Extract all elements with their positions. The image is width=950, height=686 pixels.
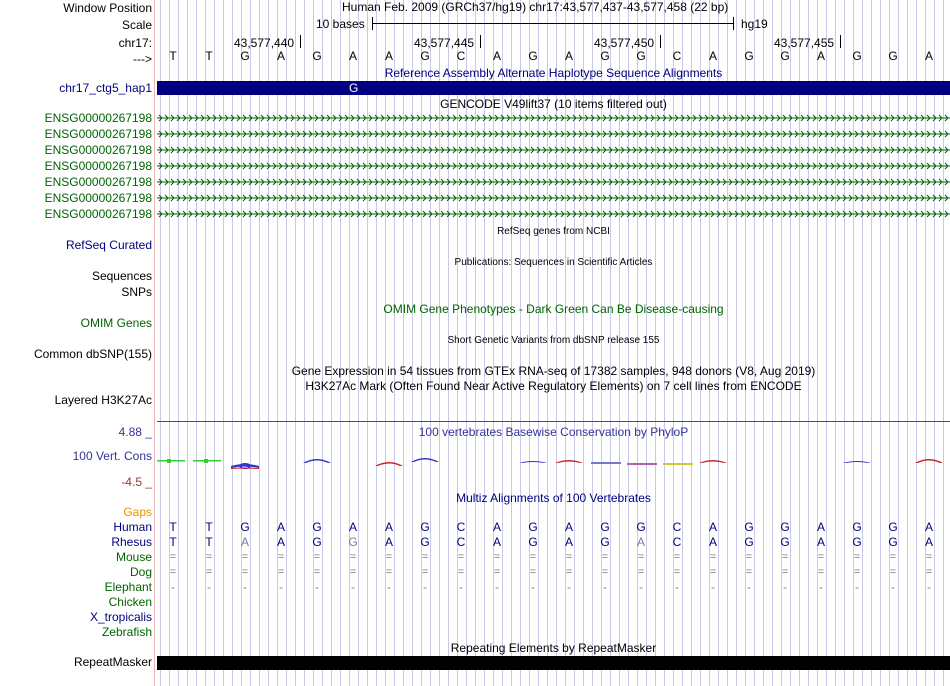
scale-bar-text: 10 bases bbox=[316, 17, 365, 31]
same-base-marker: = bbox=[529, 566, 537, 578]
reference-base: G bbox=[600, 49, 610, 63]
rhesus-base: A bbox=[492, 535, 501, 549]
gencode-item-label[interactable]: ENSG00000267198 bbox=[44, 111, 152, 125]
same-base-marker: = bbox=[637, 551, 645, 563]
gap-marker: - bbox=[855, 580, 859, 594]
ruler-tick bbox=[480, 35, 481, 48]
same-base-marker: = bbox=[385, 551, 393, 563]
same-base-marker: = bbox=[925, 566, 933, 578]
gap-marker: - bbox=[459, 580, 463, 594]
gap-marker: - bbox=[639, 580, 643, 594]
same-base-marker: = bbox=[745, 566, 753, 578]
scale-label: Scale bbox=[121, 18, 152, 32]
phylop-logo-glyphs bbox=[157, 452, 950, 472]
gaps-label: Gaps bbox=[123, 505, 152, 519]
ruler-position: 43,577,450 bbox=[594, 36, 655, 50]
phylop-glyph bbox=[375, 462, 403, 466]
same-base-marker: = bbox=[241, 566, 249, 578]
gap-marker: - bbox=[495, 580, 499, 594]
species-label-chicken[interactable]: Chicken bbox=[108, 595, 152, 609]
same-base-marker: = bbox=[853, 551, 861, 563]
same-base-marker: = bbox=[169, 551, 177, 563]
alt-haplotype-bar[interactable] bbox=[157, 81, 950, 95]
phylop-glyph bbox=[519, 461, 547, 463]
human-base: A bbox=[384, 520, 393, 534]
phylop-glyph bbox=[303, 459, 331, 463]
gap-marker: - bbox=[675, 580, 679, 594]
gap-marker: - bbox=[423, 580, 427, 594]
human-base: G bbox=[636, 520, 646, 534]
gap-marker: - bbox=[387, 580, 391, 594]
human-base: A bbox=[924, 520, 933, 534]
rhesus-base: A bbox=[384, 535, 393, 549]
scale-bar-left-tick bbox=[372, 17, 373, 30]
same-base-marker: = bbox=[169, 566, 177, 578]
ruler-position: 43,577,445 bbox=[414, 36, 475, 50]
reference-base: G bbox=[780, 49, 790, 63]
human-base: G bbox=[600, 520, 610, 534]
same-base-marker: = bbox=[709, 551, 717, 563]
same-base-marker: = bbox=[637, 566, 645, 578]
same-base-marker: = bbox=[421, 551, 429, 563]
same-base-marker: = bbox=[457, 551, 465, 563]
same-base-marker: = bbox=[709, 566, 717, 578]
layered-h3k27ac-label[interactable]: Layered H3K27Ac bbox=[54, 393, 152, 407]
gencode-gene-line[interactable] bbox=[157, 112, 950, 124]
species-label-elephant[interactable]: Elephant bbox=[104, 580, 152, 594]
common-dbsnp-label[interactable]: Common dbSNP(155) bbox=[33, 347, 152, 361]
human-base: T bbox=[169, 520, 177, 534]
human-base: A bbox=[348, 520, 357, 534]
track-label-column bbox=[0, 0, 154, 686]
gap-marker: - bbox=[207, 580, 211, 594]
ruler-tick bbox=[300, 35, 301, 48]
repeatmasker-bar[interactable] bbox=[157, 656, 950, 670]
same-base-marker: = bbox=[529, 551, 537, 563]
snps-label[interactable]: SNPs bbox=[121, 285, 152, 299]
dbsnp-track-title: Short Genetic Variants from dbSNP release 155 bbox=[447, 335, 660, 346]
rhesus-base: A bbox=[708, 535, 717, 549]
same-base-marker: = bbox=[313, 566, 321, 578]
rhesus-base: A bbox=[636, 535, 645, 549]
gencode-gene-line[interactable] bbox=[157, 160, 950, 172]
same-base-marker: = bbox=[313, 551, 321, 563]
phylop-bar bbox=[204, 459, 208, 463]
human-base: G bbox=[528, 520, 538, 534]
same-base-marker: = bbox=[601, 566, 609, 578]
rhesus-base: A bbox=[276, 535, 285, 549]
gencode-item-label[interactable]: ENSG00000267198 bbox=[44, 127, 152, 141]
same-base-marker: = bbox=[205, 551, 213, 563]
phylop-glyph bbox=[555, 460, 583, 463]
chr-label: chr17: bbox=[118, 36, 152, 50]
reference-base: C bbox=[672, 49, 682, 63]
reference-base: A bbox=[708, 49, 717, 63]
human-base: A bbox=[564, 520, 573, 534]
same-base-marker: = bbox=[781, 551, 789, 563]
omim-genes-label[interactable]: OMIM Genes bbox=[80, 316, 152, 330]
sequences-label[interactable]: Sequences bbox=[91, 269, 152, 283]
refseq-track-title: RefSeq genes from NCBI bbox=[497, 226, 610, 237]
reference-base: A bbox=[348, 49, 357, 63]
phylop-track-title: 100 vertebrates Basewise Conservation by PhyloP bbox=[418, 425, 689, 439]
strand-arrow-label: ---> bbox=[133, 52, 152, 66]
same-base-marker: = bbox=[349, 566, 357, 578]
gap-marker: - bbox=[603, 580, 607, 594]
rhesus-base: G bbox=[780, 535, 790, 549]
phylop-glyph bbox=[843, 461, 871, 463]
species-label-human[interactable]: Human bbox=[113, 520, 152, 534]
scale-db-label: hg19 bbox=[741, 17, 768, 31]
ruler-position: 43,577,455 bbox=[774, 36, 835, 50]
gap-marker: - bbox=[783, 580, 787, 594]
human-base: T bbox=[205, 520, 213, 534]
reference-base: A bbox=[564, 49, 573, 63]
same-base-marker: = bbox=[817, 551, 825, 563]
window-position-label: Window Position bbox=[63, 1, 152, 15]
phylop-glyph bbox=[699, 460, 727, 463]
species-label-rhesus[interactable]: Rhesus bbox=[111, 535, 152, 549]
gencode-gene-line[interactable] bbox=[157, 176, 950, 188]
human-base: G bbox=[744, 520, 754, 534]
species-label-zebrafish[interactable]: Zebrafish bbox=[101, 625, 152, 639]
reference-base: G bbox=[888, 49, 898, 63]
rhesus-base: A bbox=[564, 535, 573, 549]
reference-base: T bbox=[205, 49, 213, 63]
phylop-bar bbox=[627, 463, 657, 465]
same-base-marker: = bbox=[457, 566, 465, 578]
same-base-marker: = bbox=[817, 566, 825, 578]
human-base: G bbox=[240, 520, 250, 534]
human-base: A bbox=[816, 520, 825, 534]
gencode-item-label[interactable]: ENSG00000267198 bbox=[44, 191, 152, 205]
multiz-track-title: Multiz Alignments of 100 Vertebrates bbox=[456, 491, 651, 505]
gap-marker: - bbox=[531, 580, 535, 594]
reference-base: G bbox=[636, 49, 646, 63]
gap-marker: - bbox=[891, 580, 895, 594]
gencode-track-title: GENCODE V49lift37 (10 items filtered out) bbox=[440, 97, 667, 111]
rhesus-base: A bbox=[240, 535, 249, 549]
conservation-top-border bbox=[157, 421, 950, 422]
human-base: G bbox=[852, 520, 862, 534]
same-base-marker: = bbox=[205, 566, 213, 578]
reference-base: G bbox=[528, 49, 538, 63]
reference-base: A bbox=[816, 49, 825, 63]
rhesus-base: G bbox=[744, 535, 754, 549]
gap-marker: - bbox=[567, 580, 571, 594]
rhesus-base: G bbox=[600, 535, 610, 549]
rhesus-base: G bbox=[420, 535, 430, 549]
human-base: A bbox=[492, 520, 501, 534]
human-base: G bbox=[420, 520, 430, 534]
same-base-marker: = bbox=[925, 551, 933, 563]
same-base-marker: = bbox=[745, 551, 753, 563]
gap-marker: - bbox=[315, 580, 319, 594]
same-base-marker: = bbox=[889, 566, 897, 578]
human-base: C bbox=[672, 520, 682, 534]
rhesus-base: A bbox=[816, 535, 825, 549]
phylop-bar bbox=[591, 462, 621, 464]
rhesus-base: G bbox=[312, 535, 322, 549]
same-base-marker: = bbox=[385, 566, 393, 578]
rhesus-base: T bbox=[205, 535, 213, 549]
rhesus-base: G bbox=[852, 535, 862, 549]
species-label-mouse[interactable]: Mouse bbox=[115, 550, 152, 564]
gencode-gene-line[interactable] bbox=[157, 192, 950, 204]
species-label-dog[interactable]: Dog bbox=[129, 565, 152, 579]
gencode-gene-line[interactable] bbox=[157, 144, 950, 156]
gap-marker: - bbox=[747, 580, 751, 594]
species-label-xtropicalis[interactable]: X_tropicalis bbox=[89, 610, 152, 624]
rhesus-base: T bbox=[169, 535, 177, 549]
human-base: C bbox=[456, 520, 466, 534]
repeatmasker-track-title: Repeating Elements by RepeatMasker bbox=[450, 641, 657, 655]
reference-base: A bbox=[384, 49, 393, 63]
conservation-min-label: -4.5 _ bbox=[121, 475, 152, 489]
human-base: A bbox=[276, 520, 285, 534]
phylop-glyph bbox=[411, 458, 439, 462]
alt-haplotype-track-title: Reference Assembly Alternate Haplotype Sequence Alignments bbox=[384, 66, 723, 80]
same-base-marker: = bbox=[601, 551, 609, 563]
same-base-marker: = bbox=[241, 551, 249, 563]
reference-base: G bbox=[312, 49, 322, 63]
track-image[interactable] bbox=[157, 0, 950, 686]
gencode-item-label[interactable]: ENSG00000267198 bbox=[44, 207, 152, 221]
h3k27ac-track-title: H3K27Ac Mark (Often Found Near Active Regulatory Elements) on 7 cell lines from ENCODE bbox=[305, 379, 802, 393]
gap-marker: - bbox=[819, 580, 823, 594]
gencode-item-label[interactable]: ENSG00000267198 bbox=[44, 143, 152, 157]
reference-base: T bbox=[169, 49, 177, 63]
same-base-marker: = bbox=[673, 566, 681, 578]
assembly-position-title: Human Feb. 2009 (GRCh37/hg19) chr17:43,577,437-43,577,458 (22 bp) bbox=[342, 0, 729, 14]
reference-base: A bbox=[492, 49, 501, 63]
reference-base: A bbox=[276, 49, 285, 63]
same-base-marker: = bbox=[565, 566, 573, 578]
human-base: A bbox=[708, 520, 717, 534]
gencode-gene-line[interactable] bbox=[157, 208, 950, 220]
refseq-curated-label[interactable]: RefSeq Curated bbox=[65, 238, 152, 252]
reference-base: G bbox=[420, 49, 430, 63]
same-base-marker: = bbox=[781, 566, 789, 578]
ruler-position: 43,577,440 bbox=[234, 36, 295, 50]
same-base-marker: = bbox=[349, 551, 357, 563]
gencode-item-label[interactable]: ENSG00000267198 bbox=[44, 175, 152, 189]
rhesus-base: G bbox=[528, 535, 538, 549]
same-base-marker: = bbox=[673, 551, 681, 563]
repeatmasker-label[interactable]: RepeatMasker bbox=[73, 655, 152, 669]
gap-marker: - bbox=[171, 580, 175, 594]
alt-haplotype-label[interactable]: chr17_ctg5_hap1 bbox=[59, 81, 152, 95]
human-base: G bbox=[888, 520, 898, 534]
gap-marker: - bbox=[711, 580, 715, 594]
scale-bar bbox=[372, 23, 734, 24]
same-base-marker: = bbox=[421, 566, 429, 578]
gtex-track-title: Gene Expression in 54 tissues from GTEx RNA-seq of 17382 samples, 948 donors (V8, Aug 2019) bbox=[291, 364, 816, 378]
same-base-marker: = bbox=[889, 551, 897, 563]
reference-base: C bbox=[456, 49, 466, 63]
reference-base: A bbox=[924, 49, 933, 63]
same-base-marker: = bbox=[493, 566, 501, 578]
same-base-marker: = bbox=[853, 566, 861, 578]
gap-marker: - bbox=[279, 580, 283, 594]
phylop-glyph bbox=[915, 459, 943, 463]
reference-base: G bbox=[744, 49, 754, 63]
phylop-bar bbox=[167, 459, 171, 463]
ruler-tick bbox=[660, 35, 661, 48]
gap-marker: - bbox=[927, 580, 931, 594]
scale-bar-right-tick bbox=[733, 17, 734, 30]
same-base-marker: = bbox=[277, 566, 285, 578]
human-base: G bbox=[780, 520, 790, 534]
ruler-tick bbox=[840, 35, 841, 48]
same-base-marker: = bbox=[493, 551, 501, 563]
human-base: G bbox=[312, 520, 322, 534]
gap-marker: - bbox=[243, 580, 247, 594]
reference-base: G bbox=[852, 49, 862, 63]
reference-base: G bbox=[240, 49, 250, 63]
alt-haplotype-mismatch-base: G bbox=[349, 81, 359, 95]
publications-track-title: Publications: Sequences in Scientific Articles bbox=[454, 257, 653, 268]
gencode-item-label[interactable]: ENSG00000267198 bbox=[44, 159, 152, 173]
same-base-marker: = bbox=[277, 551, 285, 563]
conservation-track-label[interactable]: 100 Vert. Cons bbox=[72, 449, 152, 463]
rhesus-base: C bbox=[672, 535, 682, 549]
gencode-gene-line[interactable] bbox=[157, 128, 950, 140]
conservation-max-label: 4.88 _ bbox=[118, 425, 152, 439]
rhesus-base: G bbox=[348, 535, 358, 549]
rhesus-base: G bbox=[888, 535, 898, 549]
rhesus-base: A bbox=[924, 535, 933, 549]
gap-marker: - bbox=[351, 580, 355, 594]
rhesus-base: C bbox=[456, 535, 466, 549]
same-base-marker: = bbox=[565, 551, 573, 563]
omim-track-title: OMIM Gene Phenotypes - Dark Green Can Be Disease-causing bbox=[383, 302, 724, 316]
phylop-bar bbox=[663, 463, 693, 465]
